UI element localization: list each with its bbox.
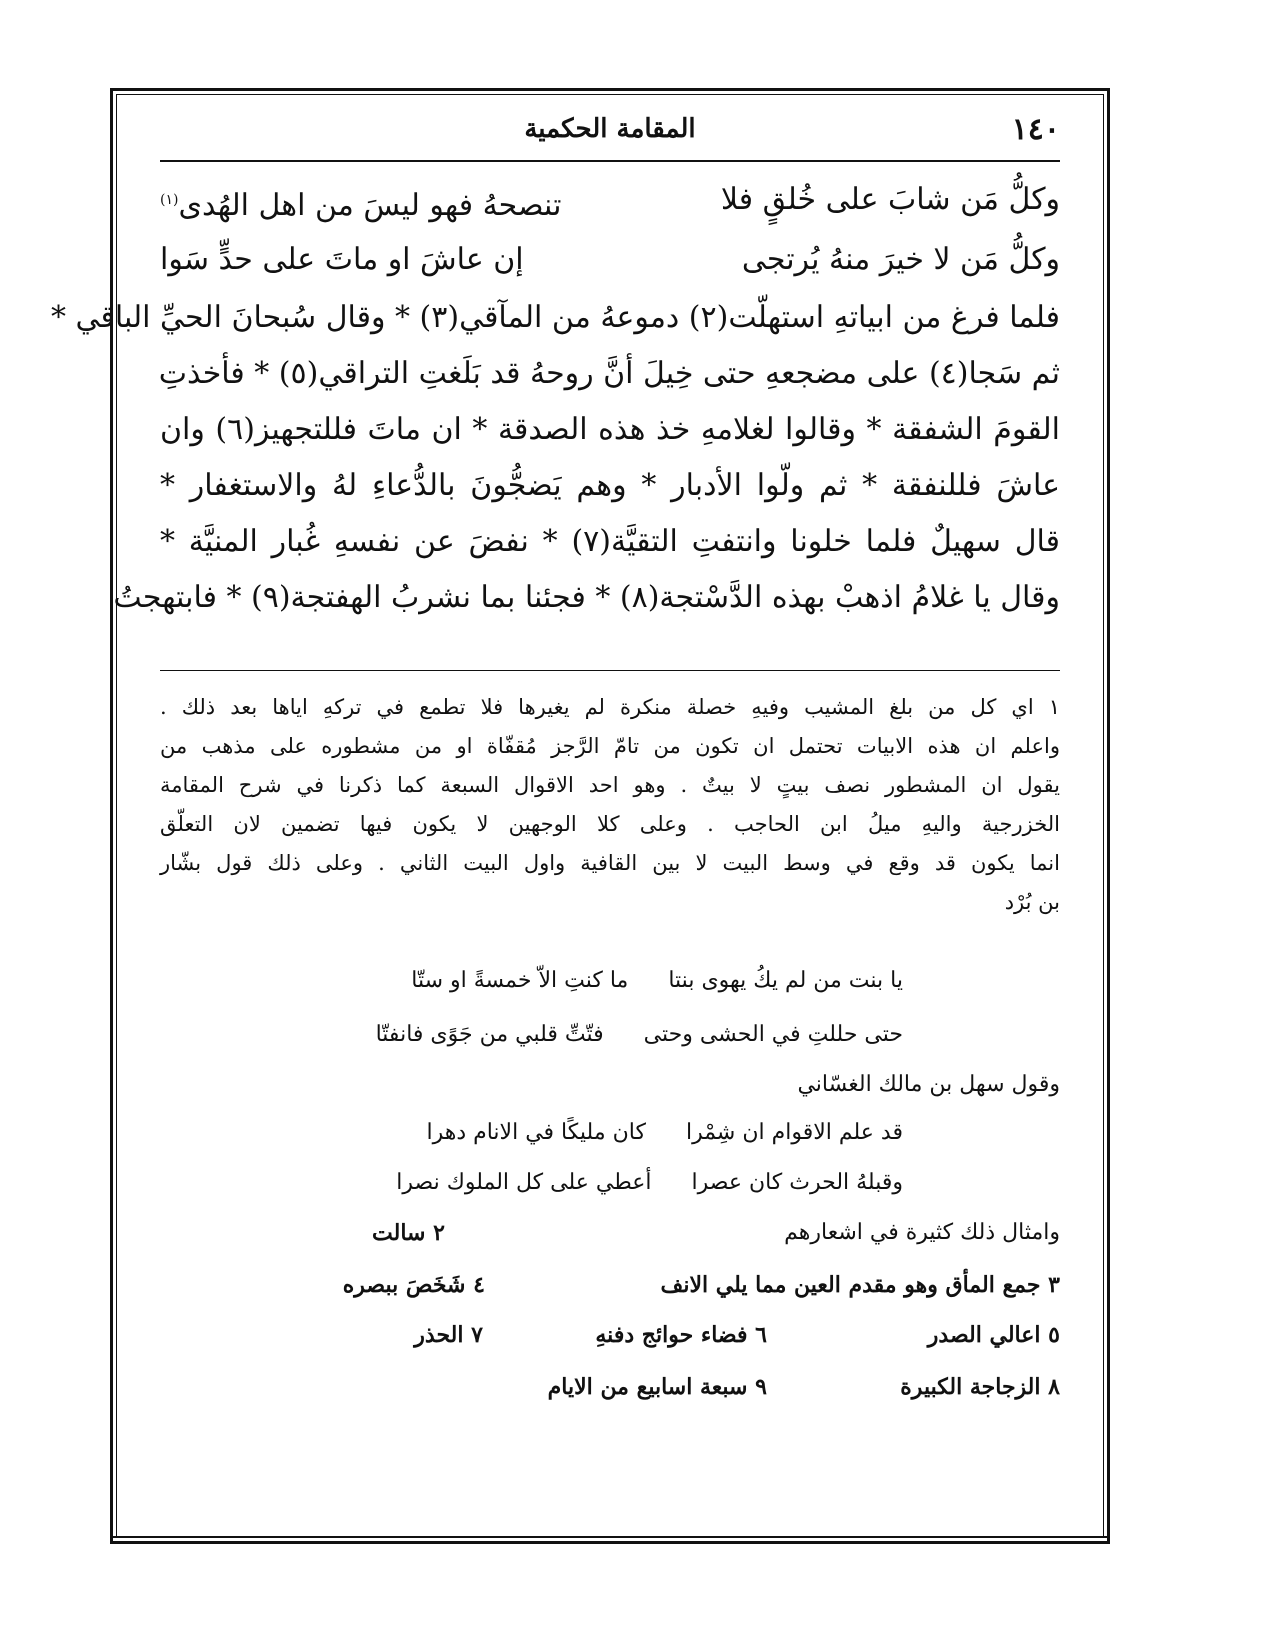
gloss-8 — [900, 1374, 1060, 1400]
running-title: المقامة الحكمية — [524, 114, 696, 144]
quoted-hemistich: فتّتِّ قلبي من جَوًى فانفتّا — [375, 1022, 604, 1047]
footnotes — [160, 688, 1060, 922]
gloss-text: شَخَصَ ببصره — [342, 1272, 466, 1298]
footnote-line: بن بُرْد — [1004, 890, 1060, 914]
footnote-line: الخزرجية واليهِ ميلُ ابن الحاجب . وعلى كلا الوجهين لا يكون فيها تضمين لان التعلّق — [160, 812, 1060, 836]
verse-line — [160, 230, 1060, 290]
main-text — [50, 170, 1060, 626]
verse-hemistich-right: وكلُّ مَن شابَ على خُلقٍ فلا — [720, 182, 1060, 217]
prose-line: عاشَ فللنفقة * ثم ولّوا الأدبار * وهم يَضجُّونَ بالدُّعاءِ لهُ والاستغفار * — [160, 468, 1060, 503]
verse-hemistich-left: إن عاشَ او ماتَ على حدٍّ سَوا — [160, 242, 524, 277]
gloss-text: سبعة اسابيع من الايام — [547, 1374, 748, 1400]
gloss-4 — [343, 1272, 485, 1298]
footnote-marker: (١) — [160, 192, 179, 208]
footnote-closing: وامثال ذلك كثيرة في اشعارهم — [784, 1220, 1060, 1245]
gloss-9 — [548, 1374, 767, 1400]
page-header — [160, 112, 1060, 158]
header-rule — [160, 160, 1060, 162]
gloss-6 — [595, 1322, 767, 1348]
gloss-number: ٨ — [1048, 1374, 1060, 1400]
prose-line: القومَ الشفقة * وقالوا لغلامهِ خذ هذه الصدقة * ان ماتَ فللتجهيز(٦) وان — [160, 412, 1060, 447]
footnote-line: يقول ان المشطور نصف بيتٍ لا بيتٌ . وهو احد الاقوال السبعة كما ذكرنا في شرح المقامة — [160, 773, 1060, 797]
gloss-3 — [661, 1272, 1060, 1298]
gloss-number: ٣ — [1048, 1272, 1060, 1298]
page-number: ١٤٠ — [1011, 112, 1060, 147]
gloss-text: الحذر — [414, 1322, 464, 1348]
quoted-hemistich: قد علم الاقوام ان شِمْرا — [685, 1120, 903, 1145]
quoted-verse — [376, 1022, 903, 1047]
gloss-number: ٥ — [1048, 1322, 1060, 1348]
gloss-text: الزجاجة الكبيرة — [900, 1374, 1041, 1400]
gloss-number: ٤ — [473, 1272, 485, 1298]
verse-hemistich-left-text: تنصحهُ فهو ليسَ من اهل الهُدى — [178, 188, 562, 223]
gloss-text: جمع المأق وهو مقدم العين مما يلي الانف — [660, 1272, 1041, 1298]
quoted-hemistich: ما كنتِ الاّ خمسةً او ستّا — [411, 968, 629, 993]
quoted-verse — [426, 1120, 903, 1145]
footnote-separator-rule — [160, 670, 1060, 671]
gloss-text: اعالي الصدر — [927, 1322, 1041, 1348]
quoted-hemistich: كان مليكًا في الانام دهرا — [426, 1120, 646, 1145]
quoted-verse — [396, 1170, 903, 1195]
gloss-text: سالت — [372, 1220, 426, 1246]
quoted-hemistich: وقبلهُ الحرث كان عصرا — [691, 1170, 903, 1195]
prose-line: ثم سَجا(٤) على مضجعهِ حتى خِيلَ أنَّ روحهُ قد بَلَغتِ التراقي(٥) * فأخذتِ — [158, 356, 1060, 391]
gloss-5 — [928, 1322, 1060, 1348]
gloss-number: ٩ — [755, 1374, 767, 1400]
footnote-line: واعلم ان هذه الابيات تحتمل ان تكون من تامّ الرَّجز مُقفّاة او من مشطوره على مذهب من — [160, 734, 1060, 758]
gloss-number: ٢ — [433, 1220, 445, 1246]
verse-hemistich-left — [160, 170, 561, 230]
quoted-hemistich: يا بنت من لم يكُ يهوى بنتا — [668, 968, 903, 993]
verse-line — [160, 170, 1060, 230]
gloss-number: ٧ — [471, 1322, 483, 1348]
quoted-verse — [411, 968, 903, 993]
verse-hemistich-right: وكلُّ مَن لا خيرَ منهُ يُرتجى — [741, 242, 1060, 277]
quoted-hemistich: حتى حللتِ في الحشى وحتى — [643, 1022, 903, 1047]
gloss-7 — [414, 1322, 483, 1348]
prose-line: قال سهيلٌ فلما خلونا وانتفتِ التقيَّة(٧) * نفضَ عن نفسهِ غُبار المنيَّة * — [160, 524, 1060, 559]
quoted-hemistich: أعطي على كل الملوك نصرا — [396, 1170, 652, 1195]
footnote-line: ١ اي كل من بلغ المشيب وفيهِ خصلة منكرة لم يغيرها فلا تطمع في تركهِ اياها بعد ذلك . — [160, 695, 1060, 719]
gloss-number: ٦ — [755, 1322, 767, 1348]
prose-line: فلما فرغ من ابياتهِ استهلّت(٢) دموعهُ من المآقي(٣) * وقال سُبحانَ الحيِّ الباقي * — [50, 300, 1060, 335]
page-border-bottom-rule — [113, 1536, 1107, 1538]
footnote-line: انما يكون قد وقع في وسط البيت لا بين القافية واول البيت الثاني . وعلى ذلك قول بشّار — [160, 851, 1060, 875]
gloss-2 — [372, 1220, 445, 1246]
prose-line: وقال يا غلامُ اذهبْ بهذه الدَّسْتجة(٨) * فجئنا بما نشربُ الهفتجة(٩) * فابتهجتُ — [113, 580, 1060, 615]
poem-intro: وقول سهل بن مالك الغسّاني — [797, 1072, 1060, 1097]
gloss-text: فضاء حوائج دفنهِ — [595, 1322, 748, 1348]
